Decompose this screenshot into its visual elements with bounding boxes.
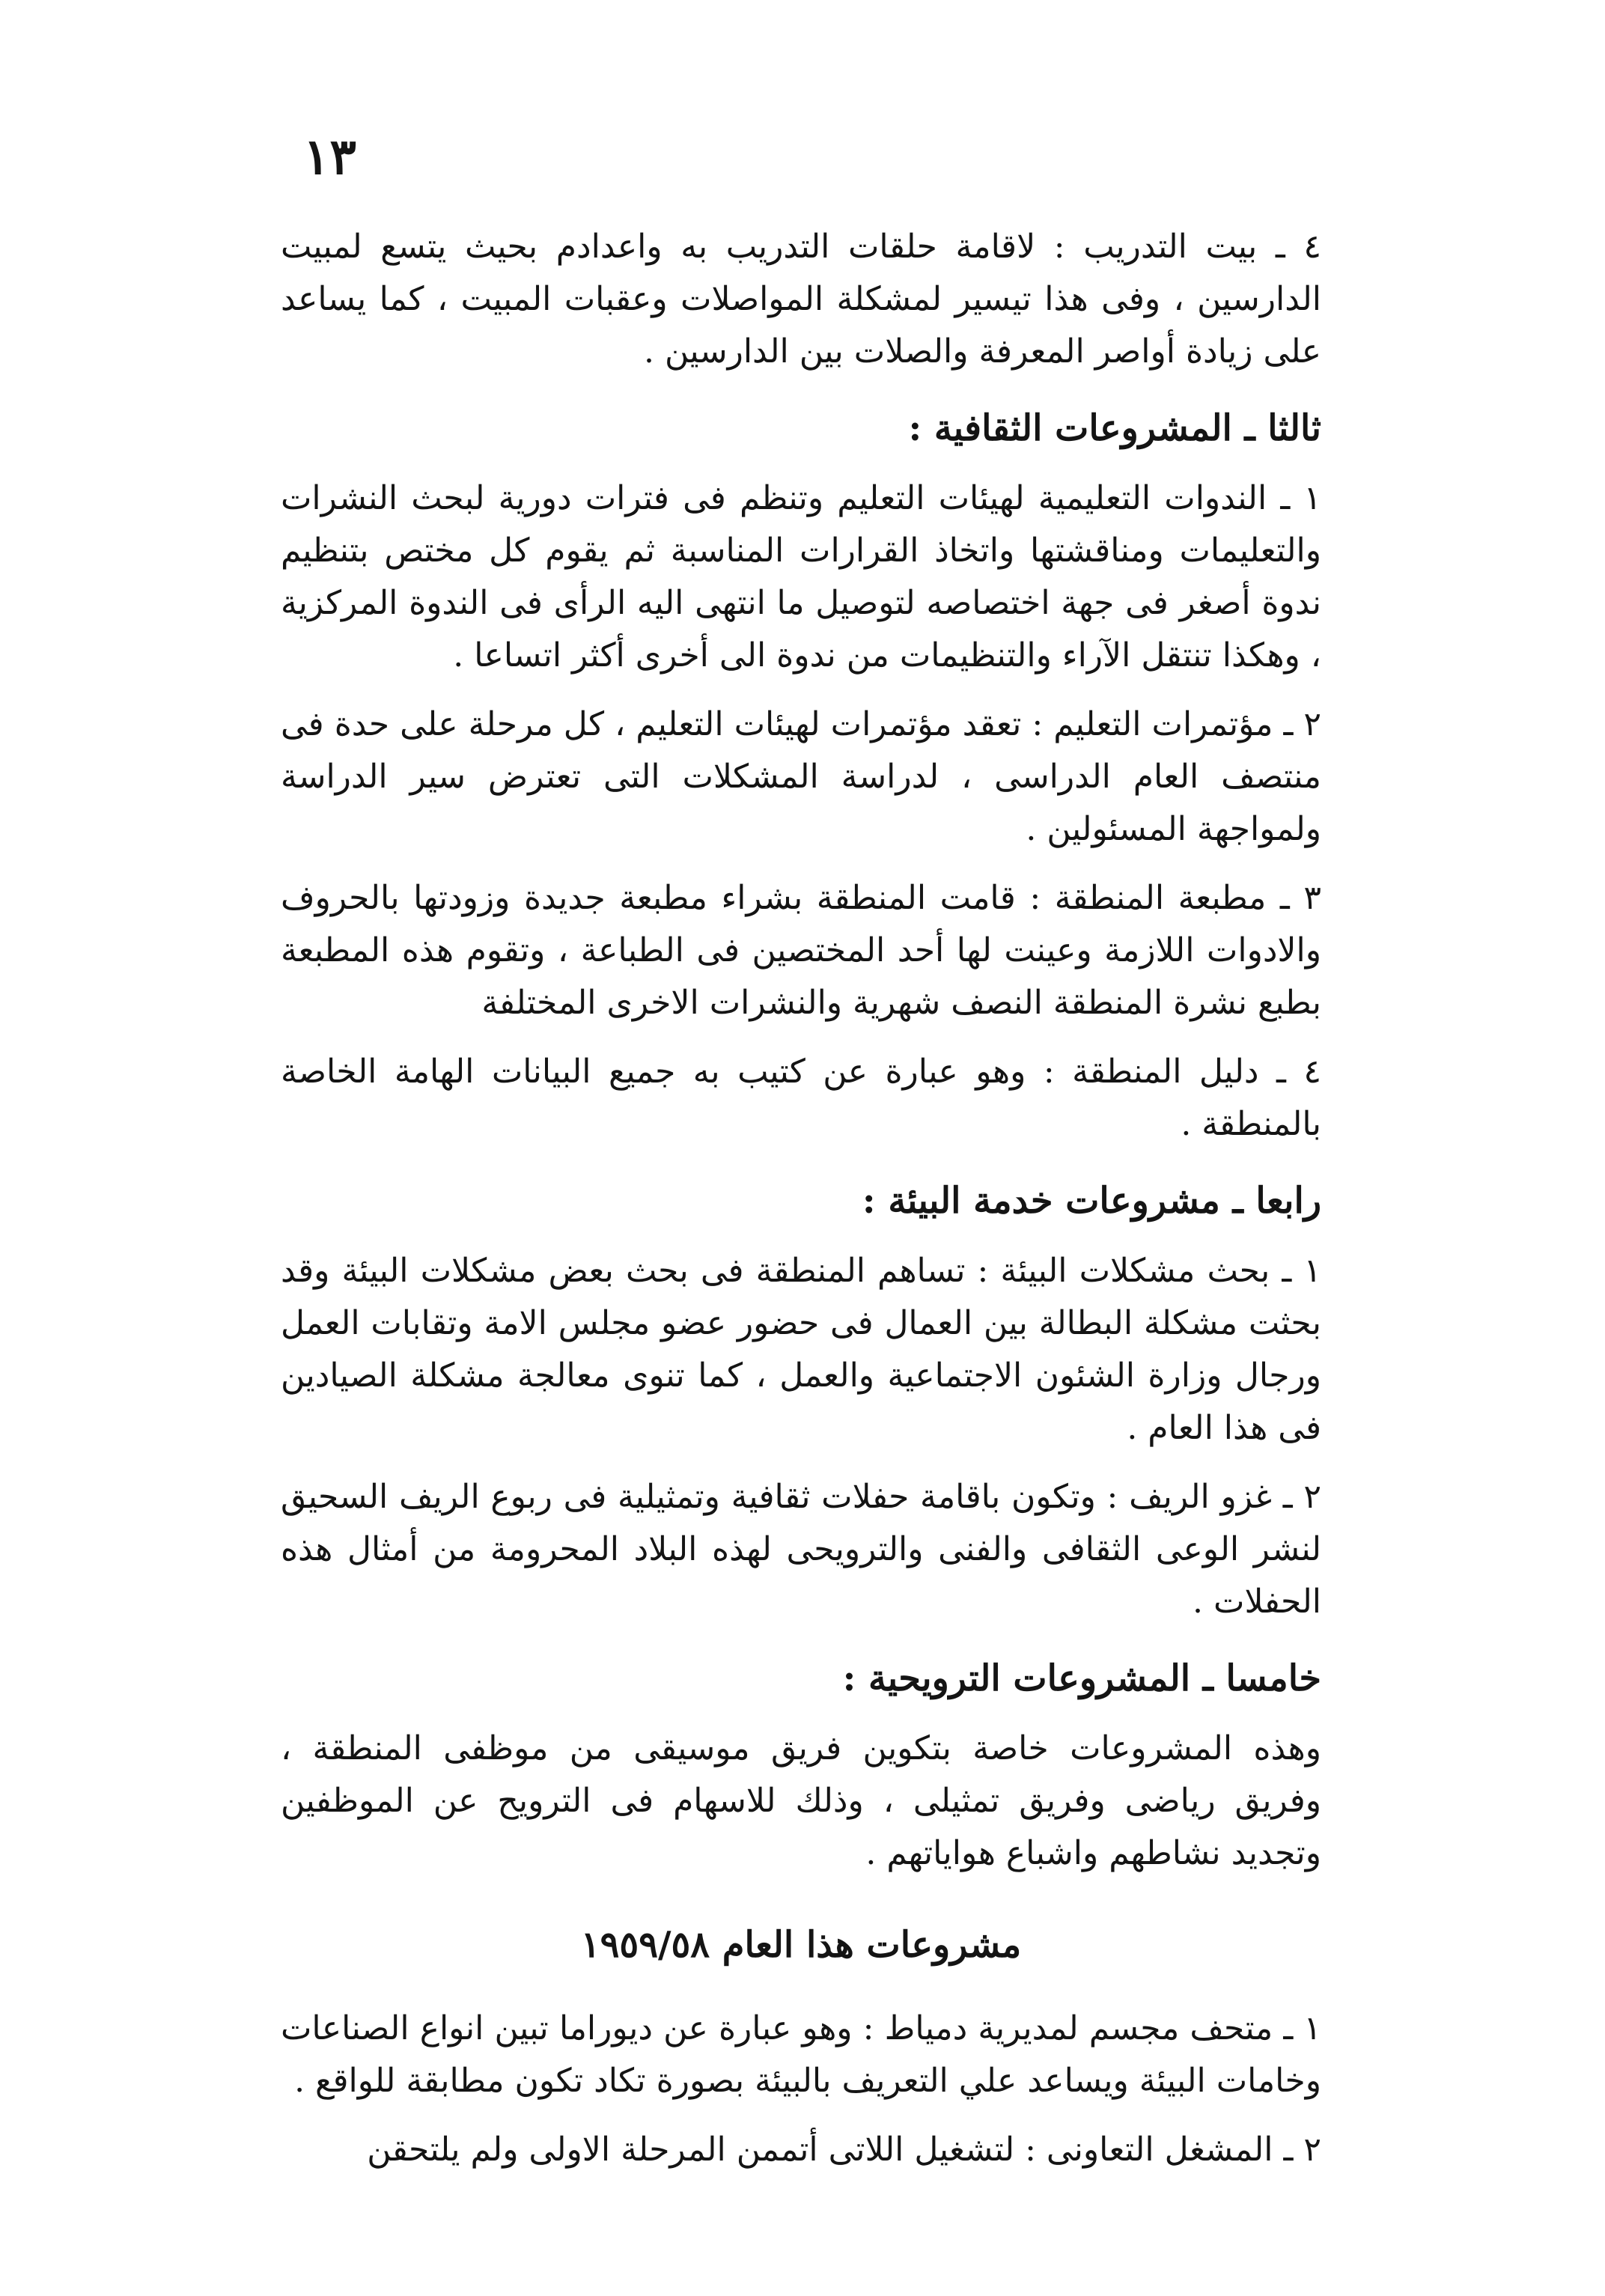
- heading-recreational-projects: خامسا ـ المشروعات الترويحية :: [842, 1657, 1321, 1699]
- heading-cultural-projects: ثالثا ـ المشروعات الثقافية :: [908, 407, 1321, 449]
- heading-environment-projects: رابعا ـ مشروعات خدمة البيئة :: [862, 1180, 1321, 1222]
- paragraph-recreational-teams: وهذه المشروعات خاصة بتكوين فريق موسيقى من موظفى المنطقة ، وفريق رياضى وفريق تمثيلى ، وذلك للاسهام فى الترويح عن الموظفين وتجديد نشاطهم واشباع هواياتهم .: [281, 1729, 1321, 1872]
- paragraph-rural-outreach: ٢ ـ غزو الريف : وتكون باقامة حفلات ثقافية وتمثيلية فى ربوع الريف السحيق لنشر الوعى الثقافى والفنى والترويحى لهذه البلاد المحرومة من أمثال هذه الحفلات .: [281, 1478, 1321, 1621]
- paragraph-training-house: ٤ ـ بيت التدريب : لاقامة حلقات التدريب به واعدادم بحيث يتسع لمبيت الدارسين ، وفى هذا تيسير لمشكلة المواصلات وعقبات المبيت ، كما يساعد على زيادة أواصر المعرفة والصلات بين الدارسين .: [281, 228, 1321, 371]
- heading-this-year-projects: مشروعات هذا العام ١٩٥٩/٥٨: [580, 1924, 1022, 1966]
- paragraph-environment-problems: ١ ـ بحث مشكلات البيئة : تساهم المنطقة فى بحث بعض مشكلات البيئة وقد بحثت مشكلة البطالة بين العمال فى حضور عضو مجلس الامة وتقابات العمل ورجال وزارة الشئون الاجتماعية والعمل ، كما تنوى معالجة مشكلة الصيادين فى هذا العام .: [281, 1252, 1321, 1447]
- paragraph-region-guide: ٤ ـ دليل المنطقة : وهو عبارة عن كتيب به جميع البيانات الهامة الخاصة بالمنطقة .: [281, 1053, 1321, 1143]
- paragraph-cooperative-workshop: ٢ ـ المشغل التعاونى : لتشغيل اللاتى أتممن المرحلة الاولى ولم يلتحقن: [367, 2131, 1321, 2169]
- page-body: [281, 221, 1321, 2193]
- paragraph-damietta-museum: ١ ـ متحف مجسم لمديرية دمياط : وهو عبارة عن ديوراما تبين انواع الصناعات وخامات البيئة ويساعد علي التعريف بالبيئة بصورة تكاد تكون مطابقة للواقع .: [281, 2009, 1321, 2100]
- paragraph-printing-press: ٣ ـ مطبعة المنطقة : قامت المنطقة بشراء مطبعة جديدة وزودتها بالحروف والادوات اللازمة وعينت لها أحد المختصين فى الطباعة ، وتقوم هذه المطبعة بطبع نشرة المنطقة النصف شهرية والنشرات الاخرى المختلفة: [281, 879, 1321, 1022]
- paragraph-conferences: ٢ ـ مؤتمرات التعليم : تعقد مؤتمرات لهيئات التعليم ، كل مرحلة على حدة فى منتصف العام الدراسى ، لدراسة المشكلات التى تعترض سير الدراسة ولمواجهة المسئولين .: [281, 705, 1321, 848]
- page-number: ١٣: [303, 127, 356, 186]
- paragraph-seminars: ١ ـ الندوات التعليمية لهيئات التعليم وتنظم فى فترات دورية لبحث النشرات والتعليمات ومناقشتها واتخاذ القرارات المناسبة ثم يقوم كل مختص بتنظيم ندوة أصغر فى جهة اختصاصه لتوصيل ما انتهى اليه الرأى فى الندوة المركزية ، وهكذا تنتقل الآراء والتنظيمات من ندوة الى أخرى أكثر اتساعا .: [281, 479, 1321, 675]
